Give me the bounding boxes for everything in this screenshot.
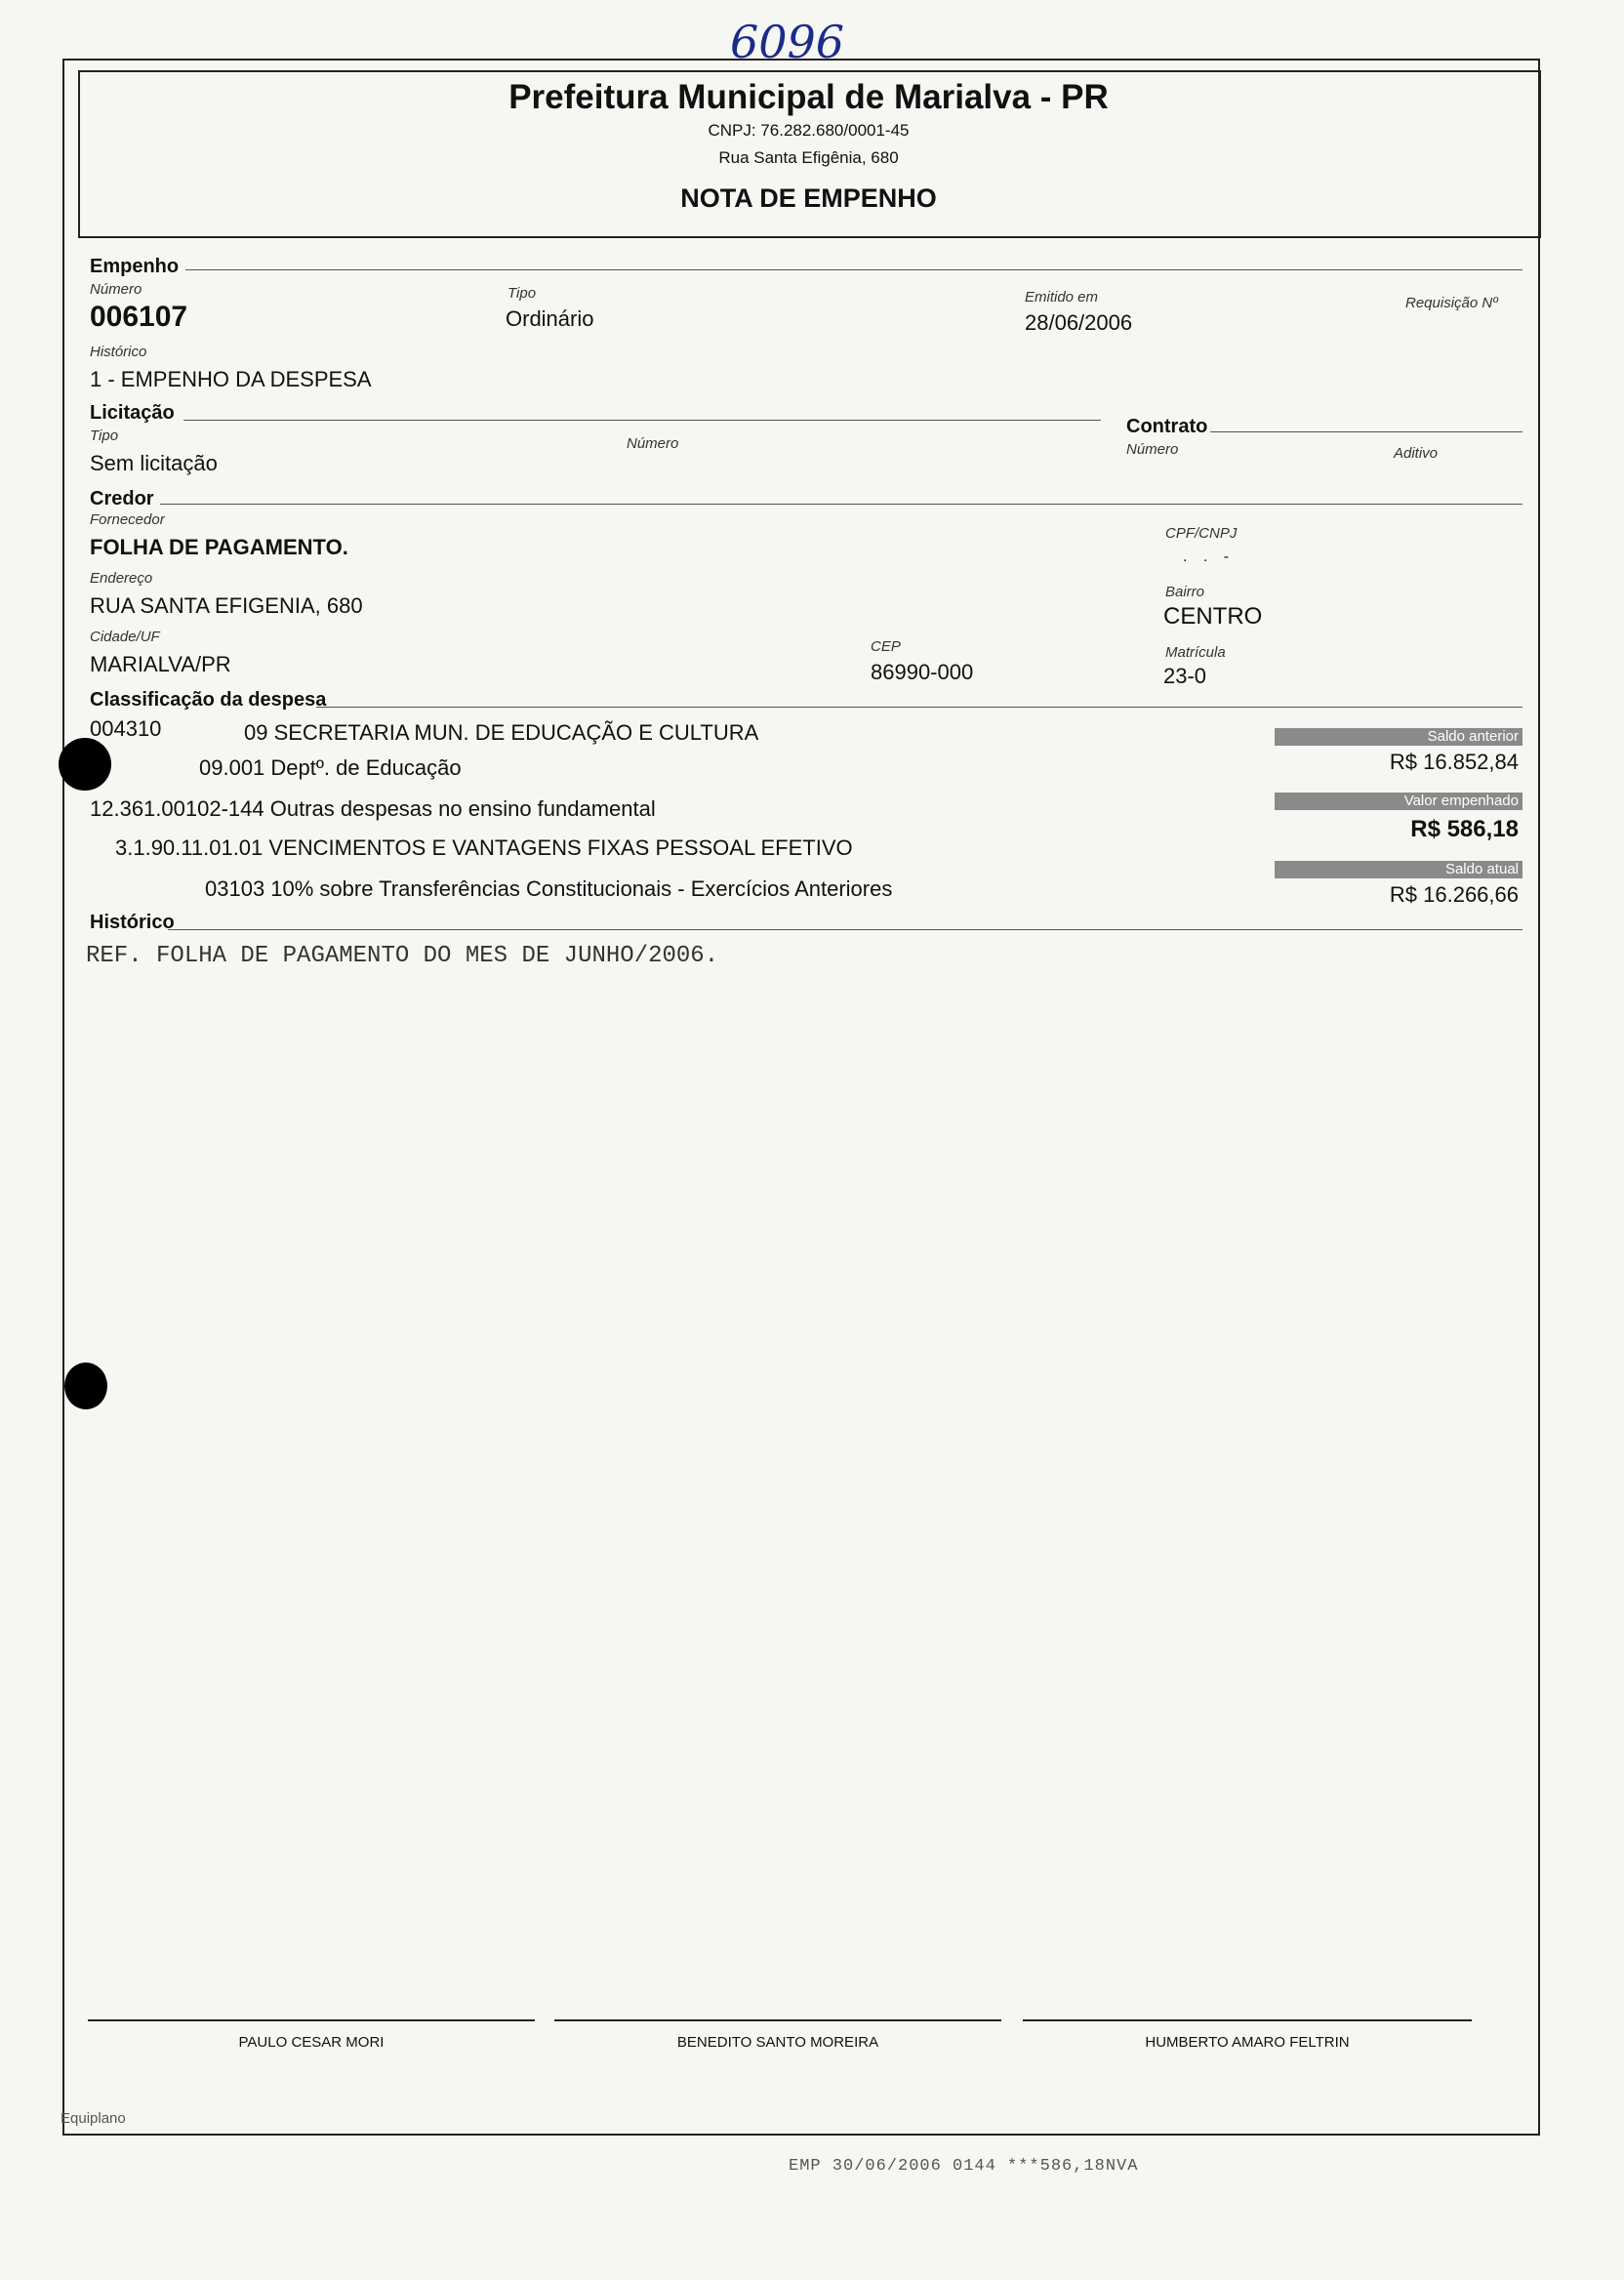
licitacao-tipo-label: Tipo	[90, 428, 119, 444]
signature-name-2: BENEDITO SANTO MOREIRA	[676, 2034, 879, 2051]
saldo-anterior-label: Saldo anterior	[1275, 728, 1522, 746]
classificacao-line-2: 09.001 Deptº. de Educação	[199, 755, 462, 780]
empenho-section-label: Empenho	[90, 256, 180, 277]
bairro-value: CENTRO	[1163, 603, 1263, 630]
emitido-date: 28/06/2006	[1025, 310, 1133, 335]
fornecedor-value: FOLHA DE PAGAMENTO.	[90, 535, 348, 559]
handwritten-number: 6096	[730, 16, 845, 68]
empenho-tipo: Ordinário	[506, 306, 594, 331]
empenho-historico: 1 - EMPENHO DA DESPESA	[90, 367, 372, 391]
historico-text: REF. FOLHA DE PAGAMENTO DO MES DE JUNHO/2006.	[86, 943, 719, 969]
binder-hole-bottom	[64, 1363, 107, 1409]
cep-label: CEP	[871, 638, 901, 655]
binder-hole-top	[59, 738, 111, 791]
empenho-numero: 006107	[90, 301, 188, 333]
classificacao-line-5: 03103 10% sobre Transferências Constitucionais - Exercícios Anteriores	[205, 876, 893, 901]
signature-line-2	[554, 2019, 1001, 2021]
saldo-atual-label: Saldo atual	[1275, 861, 1522, 878]
signature-line-3	[1023, 2019, 1472, 2021]
endereco-label: Endereço	[90, 570, 153, 587]
saldo-anterior-value: R$ 16.852,84	[1389, 750, 1519, 774]
contrato-section-label: Contrato	[1126, 416, 1208, 437]
signature-name-3: HUMBERTO AMARO FELTRIN	[1145, 2034, 1350, 2051]
valor-empenhado-value: R$ 586,18	[1410, 816, 1519, 842]
empenho-rule	[185, 269, 1522, 270]
historico-section-label: Histórico	[90, 912, 175, 933]
licitacao-section-label: Licitação	[90, 402, 175, 424]
licitacao-rule	[183, 420, 1101, 421]
contrato-aditivo-label: Aditivo	[1394, 445, 1439, 462]
classificacao-line-1: 09 SECRETARIA MUN. DE EDUCAÇÃO E CULTURA	[244, 720, 759, 745]
requisicao-label: Requisição Nº	[1405, 295, 1498, 311]
contrato-rule	[1210, 431, 1522, 432]
contrato-numero-label: Número	[1126, 441, 1179, 458]
empenho-numero-label: Número	[90, 281, 142, 298]
cidade-label: Cidade/UF	[90, 629, 160, 645]
matricula-label: Matrícula	[1165, 644, 1226, 661]
address-text: Rua Santa Efigênia, 680	[718, 148, 899, 167]
signature-line-1	[88, 2019, 535, 2021]
credor-rule	[160, 504, 1522, 505]
credor-section-label: Credor	[90, 488, 154, 509]
cep-value: 86990-000	[871, 660, 974, 684]
bairro-label: Bairro	[1165, 584, 1205, 600]
classificacao-code: 004310	[90, 716, 162, 741]
classificacao-rule	[316, 707, 1522, 708]
historico-rule	[168, 929, 1522, 930]
matricula-value: 23-0	[1163, 664, 1207, 688]
cidade-value: MARIALVA/PR	[90, 652, 231, 676]
footer-stamp: EMP 30/06/2006 0144 ***586,18NVA	[789, 2157, 1139, 2176]
valor-empenhado-label: Valor empenhado	[1275, 793, 1522, 810]
fornecedor-label: Fornecedor	[90, 511, 165, 528]
empenho-historico-label: Histórico	[90, 344, 147, 360]
endereco-value: RUA SANTA EFIGENIA, 680	[90, 593, 363, 618]
doc-title: NOTA DE EMPENHO	[680, 183, 937, 213]
cpf-label: CPF/CNPJ	[1165, 525, 1238, 542]
cnpj-text: CNPJ: 76.282.680/0001-45	[708, 121, 910, 140]
classificacao-section-label: Classificação da despesa	[90, 689, 327, 711]
empenho-tipo-label: Tipo	[508, 285, 537, 302]
emitido-label: Emitido em	[1025, 289, 1099, 305]
saldo-atual-value: R$ 16.266,66	[1389, 882, 1519, 907]
signature-name-1: PAULO CESAR MORI	[238, 2034, 385, 2051]
classificacao-line-4: 3.1.90.11.01.01 VENCIMENTOS E VANTAGENS FIXAS PESSOAL EFETIVO	[115, 835, 853, 860]
licitacao-tipo: Sem licitação	[90, 451, 218, 475]
cpf-value: . . -	[1183, 549, 1236, 565]
footer-brand: Equiplano	[61, 2110, 126, 2127]
page-title: Prefeitura Municipal de Marialva - PR	[508, 78, 1109, 116]
licitacao-numero-label: Número	[627, 435, 679, 452]
classificacao-line-3: 12.361.00102-144 Outras despesas no ensino fundamental	[90, 796, 656, 821]
